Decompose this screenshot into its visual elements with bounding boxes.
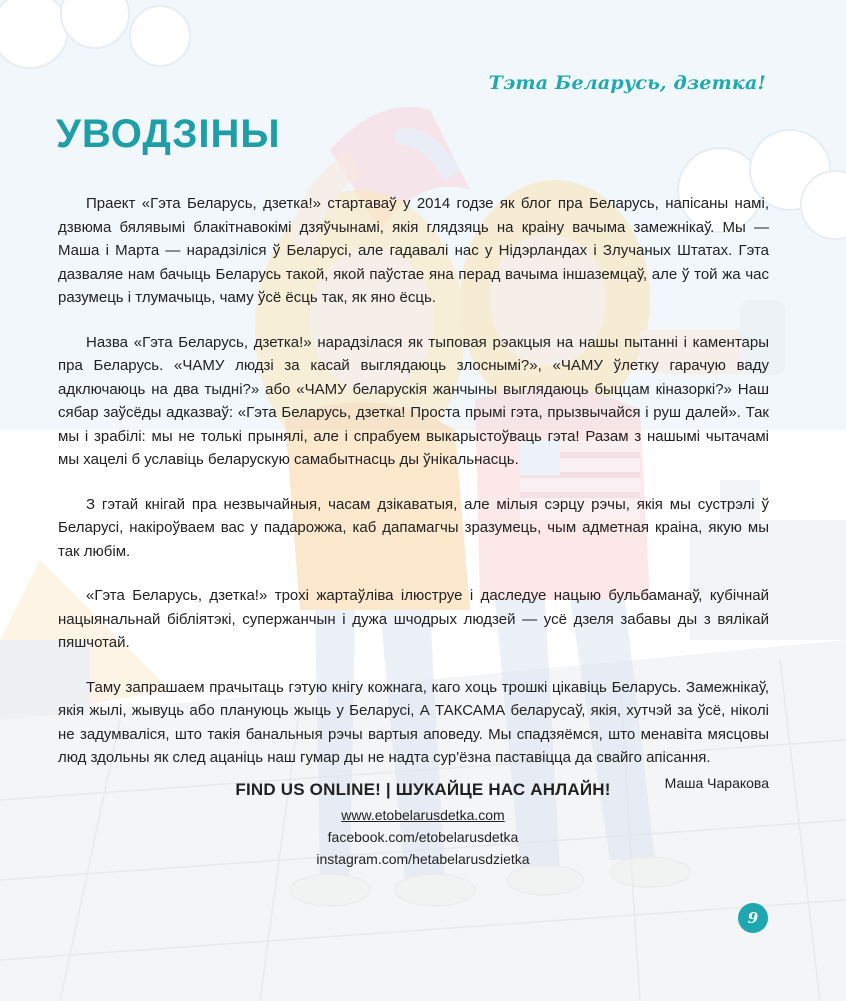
paragraph: «Гэта Беларусь, дзетка!» трохі жартаўліва ілюструе і даследуе нацыю бульбаманаў, кубічнай нацыянальнай бібліятэкі, супержанчын і дужа шчодрых людзей — усё дзеля забавы ды з вялікай пяшчотай. [58,587,769,651]
facebook-link[interactable]: facebook.com/etobelarusdetka [327,829,519,845]
paragraph: Таму запрашаем прачытаць гэтую кнігу кожнага, каго хоць трошкі цікавіць Беларусь. Замежнікаў, якія жылі, жывуць або плануюць жыць у Беларусі, А ТАКСАМА беларусаў, якія, хутчэй за ўсё, ніколі не задумваліся, што такія банальныя рэчы вартыя аповеду. Мы спадзяёмся, што менавіта мясцовы люд здольны як след ацаніць наш гумар ды не надта сур'ёзна паставіцца да свайго апісання. [58,678,769,766]
paragraph: Праект «Гэта Беларусь, дзетка!» стартаваў у 2014 годзе як блог пра Беларусь, напісаны намі, дзвюма бялявымі блакітнавокімі дзяўчынамі, якія глядзяць на краіну вачыма замежнікаў. Мы — Маша і Марта — нарадзіліся ў Беларусі, але гадавалі нас у Нідэрландах і Злучаных Штатах. Гэта дазваляе нам бачыць Беларусь такой, якой паўстае яна перад вачыма іншаземцаў, але ў той жа час разумець і тлумачыць, чаму ўсё ёсць так, як яно ёсць. [58,195,769,306]
paragraph: З гэтай кнігай пра незвычайныя, часам дзікаватыя, але мілыя сэрцу рэчы, якія мы сустрэлі ў Беларусі, накіроўваем вас у падарожжа, каб дапамагчы зразумець, чым адметная краіна, якую мы так любім. [58,495,769,560]
instagram-link[interactable]: instagram.com/hetabelarusdzietka [316,851,530,867]
page-title: УВОДЗІНЫ [56,112,281,156]
page-number-badge: 9 [738,903,768,933]
website-link[interactable]: www.etobelarusdetka.com [341,807,505,823]
online-links [0,780,846,870]
intro-body [58,192,769,794]
paragraph: Назва «Гэта Беларусь, дзетка!» нарадзілася як тыповая рэакцыя на нашы пытанні і каментары пра Беларусь. «ЧАМУ людзі за касай выглядаюць злоснымі?», «ЧАМУ ўлетку гарачую ваду адключаюць на два тыдні?» або «ЧАМУ беларускія жанчыны выглядаюць быццам кіназоркі?» Наш сябар заўсёды адказваў: «Гэта Беларусь, дзетка! Проста прымі гэта, прызвычайся і руш далей». Так мы і зрабілі: мы не толькі прынялі, але і спрабуем выкарыстоўваць гэта! Разам з нашымі чытачамі мы хацелі б уславіць беларускую самабытнасць ды ўнікальнасць. [58,333,769,468]
online-heading: FIND US ONLINE! | ШУКАЙЦЕ НАС АНЛАЙН! [235,780,611,799]
author-signature: Маша Чаракова [664,774,769,791]
running-header: Тэта Беларусь, дзетка! [488,72,766,94]
